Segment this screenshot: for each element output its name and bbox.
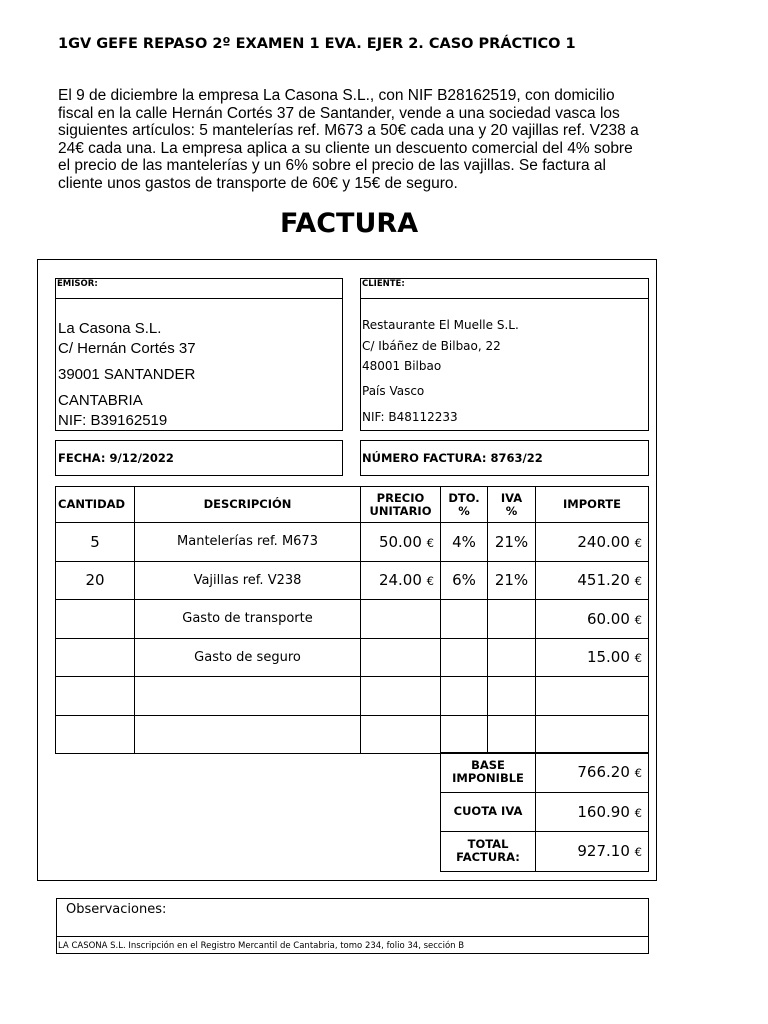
row-importe (536, 523, 649, 562)
row-precio (361, 561, 441, 600)
row-descripcion (135, 715, 361, 754)
row-descripcion: Vajillas ref. V238 (135, 561, 361, 600)
header-descripcion: DESCRIPCIÓN (135, 487, 361, 523)
euro-symbol: € (634, 612, 642, 627)
euro-symbol: € (426, 535, 434, 550)
row-cantidad (56, 638, 135, 677)
row-precio (361, 677, 441, 716)
row-dto (441, 600, 488, 639)
invoice-totals-table (440, 752, 649, 872)
totals-row (441, 753, 649, 793)
row-dto (441, 715, 488, 754)
row-precio (361, 715, 441, 754)
header-importe: IMPORTE (536, 487, 649, 523)
euro-symbol: € (634, 845, 642, 860)
totals-row (441, 792, 649, 832)
total-factura-amount: 927.10 (577, 842, 630, 861)
statement-line: El 9 de diciembre la empresa La Casona S.L., con NIF B28162519, con domicilio (58, 87, 615, 104)
observaciones-label: Observaciones: (66, 902, 167, 917)
euro-symbol: € (426, 574, 434, 589)
euro-symbol: € (634, 766, 642, 781)
row-iva: 21% (488, 523, 536, 562)
emisor-region: CANTABRIA (58, 392, 143, 409)
cliente-label: CLIENTE: (362, 279, 405, 289)
row-importe (536, 677, 649, 716)
cuota-iva-value (536, 792, 649, 832)
row-cantidad (56, 600, 135, 639)
cliente-city: 48001 Bilbao (362, 359, 442, 373)
exercise-heading: 1GV GEFE REPASO 2º EXAMEN 1 EVA. EJER 2. CASO PRÁCTICO 1 (58, 36, 576, 52)
row-cantidad: 5 (56, 523, 135, 562)
row-cantidad: 20 (56, 561, 135, 600)
row-precio (361, 638, 441, 677)
row-dto: 6% (441, 561, 488, 600)
totals-row (441, 832, 649, 872)
row-descripcion: Gasto de transporte (135, 600, 361, 639)
row-importe (536, 638, 649, 677)
row-importe-value: 60.00 (586, 609, 630, 628)
row-importe-value: 240.00 (577, 532, 630, 551)
emisor-label-box (55, 278, 343, 299)
cuota-iva-amount: 160.90 (577, 802, 630, 821)
row-dto: 4% (441, 523, 488, 562)
row-importe (536, 600, 649, 639)
row-precio-value: 50.00 (378, 532, 422, 551)
row-descripcion: Mantelerías ref. M673 (135, 523, 361, 562)
row-iva (488, 715, 536, 754)
header-cantidad: CANTIDAD (56, 487, 135, 523)
invoice-items-table (55, 486, 649, 754)
row-iva (488, 638, 536, 677)
euro-symbol: € (634, 574, 642, 589)
euro-symbol: € (634, 805, 642, 820)
row-iva: 21% (488, 561, 536, 600)
emisor-name: La Casona S.L. (58, 320, 162, 337)
row-importe-value: 451.20 (577, 571, 630, 590)
base-imponible-value (536, 753, 649, 793)
euro-symbol: € (634, 535, 642, 550)
emisor-label: EMISOR: (57, 279, 98, 289)
invoice-number: NÚMERO FACTURA: 8763/22 (362, 451, 543, 465)
header-iva: IVA % (488, 487, 536, 523)
cuota-iva-label: CUOTA IVA (441, 792, 536, 832)
cliente-street: C/ Ibáñez de Bilbao, 22 (362, 339, 501, 353)
row-precio (361, 523, 441, 562)
row-importe-value: 15.00 (586, 648, 630, 667)
euro-symbol: € (634, 651, 642, 666)
table-row (56, 715, 649, 754)
row-dto (441, 638, 488, 677)
statement-line: fiscal en la calle Hernán Cortés 37 de Santander, vende a una sociedad vasca los (58, 104, 620, 122)
cliente-region: País Vasco (362, 384, 425, 398)
table-row (56, 600, 649, 639)
statement-line: 24€ cada una. La empresa aplica a su cliente un descuento comercial del 4% sobre (58, 139, 633, 157)
table-row (56, 638, 649, 677)
emisor-nif: NIF: B39162519 (58, 412, 168, 429)
exercise-statement (58, 87, 658, 193)
base-imponible-label: BASE IMPONIBLE (441, 753, 536, 793)
row-cantidad (56, 715, 135, 754)
statement-line: el precio de las mantelerías y un 6% sobre el precio de las vajillas. Se factura al (58, 157, 606, 175)
table-row (56, 677, 649, 716)
invoice-title: FACTURA (280, 208, 419, 239)
cliente-name: Restaurante El Muelle S.L. (362, 318, 519, 332)
header-precio: PRECIO UNITARIO (361, 487, 441, 523)
header-dto: DTO. % (441, 487, 488, 523)
total-factura-value (536, 832, 649, 872)
total-factura-label: TOTAL FACTURA: (441, 832, 536, 872)
registry-footer: LA CASONA S.L. Inscripción en el Registro Mercantil de Cantabria, tomo 234, folio 34, sección B (58, 941, 465, 951)
invoice-date: FECHA: 9/12/2022 (58, 451, 174, 465)
table-row (56, 523, 649, 562)
row-importe (536, 561, 649, 600)
row-descripcion (135, 677, 361, 716)
cliente-nif: NIF: B48112233 (362, 410, 458, 424)
table-header-row (56, 487, 649, 523)
row-precio (361, 600, 441, 639)
row-precio-value: 24.00 (378, 571, 422, 590)
row-iva (488, 677, 536, 716)
row-cantidad (56, 677, 135, 716)
emisor-street: C/ Hernán Cortés 37 (58, 340, 196, 357)
emisor-city: 39001 SANTANDER (58, 366, 196, 383)
row-iva (488, 600, 536, 639)
statement-line: siguientes artículos: 5 mantelerías ref. M673 a 50€ cada una y 20 vajillas ref. V238 a (58, 122, 639, 140)
row-descripcion: Gasto de seguro (135, 638, 361, 677)
table-row (56, 561, 649, 600)
row-importe (536, 715, 649, 754)
statement-line: cliente unos gastos de transporte de 60€ y 15€ de seguro. (58, 174, 458, 192)
base-imponible-amount: 766.20 (577, 763, 630, 782)
row-dto (441, 677, 488, 716)
